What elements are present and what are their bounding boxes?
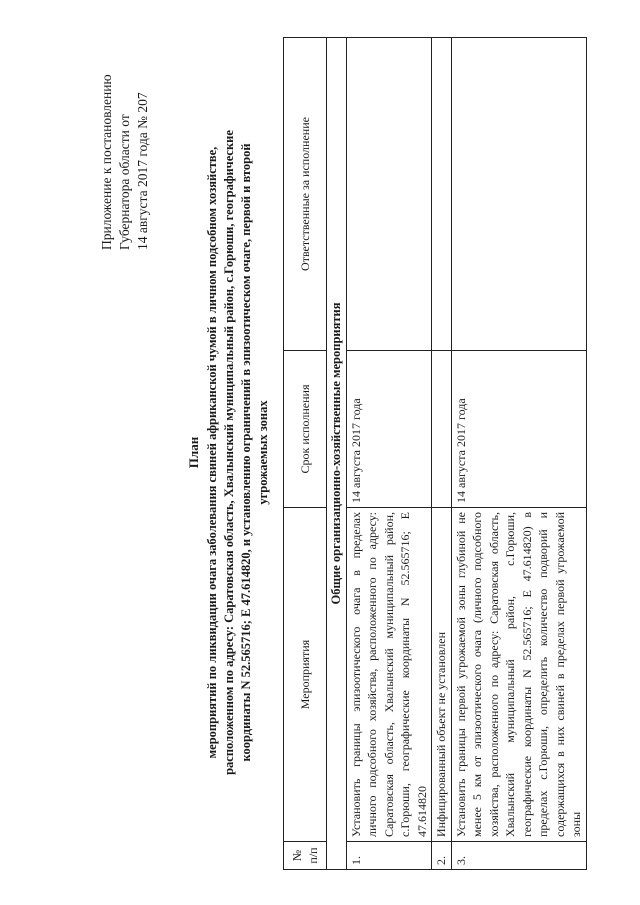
header-responsible: Ответственные за исполнение	[284, 38, 327, 351]
header-deadline: Срок исполнения	[284, 351, 327, 508]
row-deadline: 14 августа 2017 года	[346, 351, 432, 508]
title-line: координаты N 52.565716; E 47.614820, и установлению ограничений в эпизоотическом очаге, первой и второй	[239, 143, 253, 762]
header-measures: Мероприятия	[284, 508, 327, 842]
title-line: расположенном по адресу: Саратовская область, Хвалынский муниципальный район, с.Горюши, географические	[222, 130, 236, 775]
row-num: 2.	[432, 842, 452, 870]
plan-table	[283, 37, 587, 870]
row-responsible	[432, 38, 452, 351]
appendix-line: Губернатора области от	[117, 114, 132, 250]
title-line: угрожаемых зонах	[256, 400, 270, 505]
section-row	[327, 38, 347, 870]
appendix-line: Приложение к постановлению	[99, 74, 114, 250]
table-row	[432, 38, 452, 870]
row-responsible	[346, 38, 432, 351]
table-row	[346, 38, 432, 870]
table-header-row	[284, 38, 327, 870]
row-measure: Инфицированный объект не установлен	[432, 508, 452, 842]
row-measure: Установить границы первой угрожаемой зоны глубиной не менее 5 км от эпизоотического очага (личного подсобного хозяйства, расположенного по адресу: Саратовская область, Хвалынский муниципальный район, с.Горюши, географические координаты N 52.565716; E 47.614820) в пределах с.Горюши, определить количество подворий и содержащихся в них свиней в пределах первой угрожаемой зоны	[451, 508, 586, 842]
appendix-note	[98, 10, 152, 250]
row-responsible	[451, 38, 586, 351]
row-measure: Установить границы эпизоотического очага в пределах личного подсобного хозяйства, расположенного по адресу: Саратовская область, Хвалынский муниципальный район, с.Горюши, географические координаты N 52.565716; E 47.614820	[346, 508, 432, 842]
header-num: № п/п	[284, 842, 327, 870]
row-num: 1.	[346, 842, 432, 870]
title-line: мероприятий по ликвидации очага заболевания свиней африканской чумой в личном подсобном хозяйстве,	[205, 146, 219, 759]
document-title	[185, 80, 272, 825]
appendix-line: 14 августа 2017 года № 207	[135, 92, 150, 250]
row-deadline: 14 августа 2017 года	[451, 351, 586, 508]
section-title: Общие организационно-хозяйственные мероприятия	[327, 38, 347, 870]
row-num: 3.	[451, 842, 586, 870]
title-plan: План	[186, 436, 201, 469]
row-deadline	[432, 351, 452, 508]
table-row	[451, 38, 586, 870]
